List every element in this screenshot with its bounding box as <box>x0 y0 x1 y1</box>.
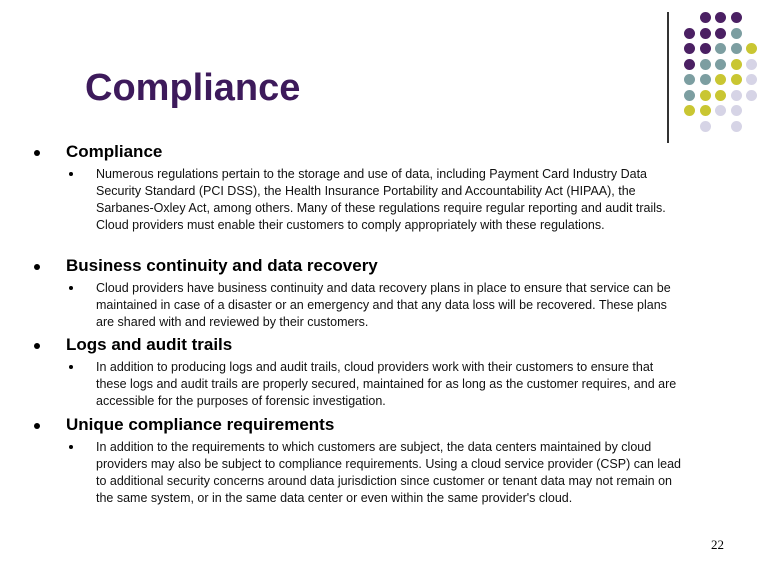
section-heading-compliance: Compliance <box>66 142 163 161</box>
decorative-dot-icon <box>731 121 742 132</box>
section-heading-logs-audit-trails: Logs and audit trails <box>66 335 233 354</box>
decorative-dot-icon <box>731 12 742 23</box>
decorative-dot-icon <box>684 105 695 116</box>
decorative-dot-icon <box>684 59 695 70</box>
decorative-dot-icon <box>715 43 726 54</box>
decorative-dot-icon <box>746 43 757 54</box>
slide-title: Compliance <box>85 67 301 109</box>
decorative-dot-icon <box>684 28 695 39</box>
sub-bullet-icon <box>69 286 73 290</box>
decorative-dot-icon <box>684 43 695 54</box>
decorative-dot-icon <box>715 12 726 23</box>
decorative-dot-icon <box>715 59 726 70</box>
bullet-icon <box>34 423 40 429</box>
bullet-icon <box>34 264 40 270</box>
decorative-dot-icon <box>700 74 711 85</box>
decorative-dot-icon <box>731 105 742 116</box>
section-text-unique-compliance: In addition to the requirements to which customers are subject, the data centers maintained by cloud providers may also be subject to compliance requirements. Using a cloud service provider (CSP) can lead to additional security concerns around data jurisdiction since customer or tenant data may not remain on the same system, or in the same data center or even within the same provider's cloud. <box>96 440 681 505</box>
section-heading-unique-compliance: Unique compliance requirements <box>66 415 335 434</box>
decorative-dot-icon <box>715 74 726 85</box>
decorative-dot-icon <box>731 59 742 70</box>
decorative-dot-icon <box>731 90 742 101</box>
sub-bullet-icon <box>69 445 73 449</box>
decorative-dot-icon <box>715 90 726 101</box>
decorative-dot-icon <box>700 90 711 101</box>
decorative-dot-icon <box>700 28 711 39</box>
page-number: 22 <box>711 537 724 552</box>
sub-bullet-icon <box>69 172 73 176</box>
section-text-business-continuity: Cloud providers have business continuity and data recovery plans in place to ensure that service can be maintained in case of a disaster or an emergency and that any data loss will be recovered. These plans are shared with and reviewed by their customers. <box>96 281 671 329</box>
decorative-dot-icon <box>700 43 711 54</box>
bullet-icon <box>34 150 40 156</box>
sub-bullet-icon <box>69 365 73 369</box>
decorative-dot-icon <box>746 59 757 70</box>
decorative-dot-icon <box>700 105 711 116</box>
decorative-vertical-line <box>667 12 669 143</box>
section-text-logs-audit-trails: In addition to producing logs and audit trails, cloud providers work with their customers to ensure that these logs and audit trails are properly secured, maintained for as long as the customer requires, and are accessible for the purposes of forensic investigation. <box>96 360 677 408</box>
decorative-dot-icon <box>715 28 726 39</box>
section-text-compliance: Numerous regulations pertain to the storage and use of data, including Payment Card Industry Data Security Standard (PCI DSS), the Health Insurance Portability and Accountability Act (HIPAA), the Sarbanes-Oxley Act, among others. Many of these regulations require regular reporting and audit trails. Cloud providers must enable their customers to comply appropriately with these regulations. <box>96 167 666 232</box>
decorative-dot-icon <box>746 74 757 85</box>
decorative-dot-icon <box>684 74 695 85</box>
decorative-dot-icon <box>700 12 711 23</box>
decorative-dot-icon <box>731 43 742 54</box>
decorative-dot-icon <box>731 74 742 85</box>
decorative-dot-icon <box>700 121 711 132</box>
decorative-dot-icon <box>684 90 695 101</box>
decorative-dot-icon <box>700 59 711 70</box>
bullet-icon <box>34 343 40 349</box>
decorative-dot-icon <box>746 90 757 101</box>
decorative-dot-icon <box>715 105 726 116</box>
decorative-dot-icon <box>731 28 742 39</box>
section-heading-business-continuity: Business continuity and data recovery <box>66 256 378 275</box>
